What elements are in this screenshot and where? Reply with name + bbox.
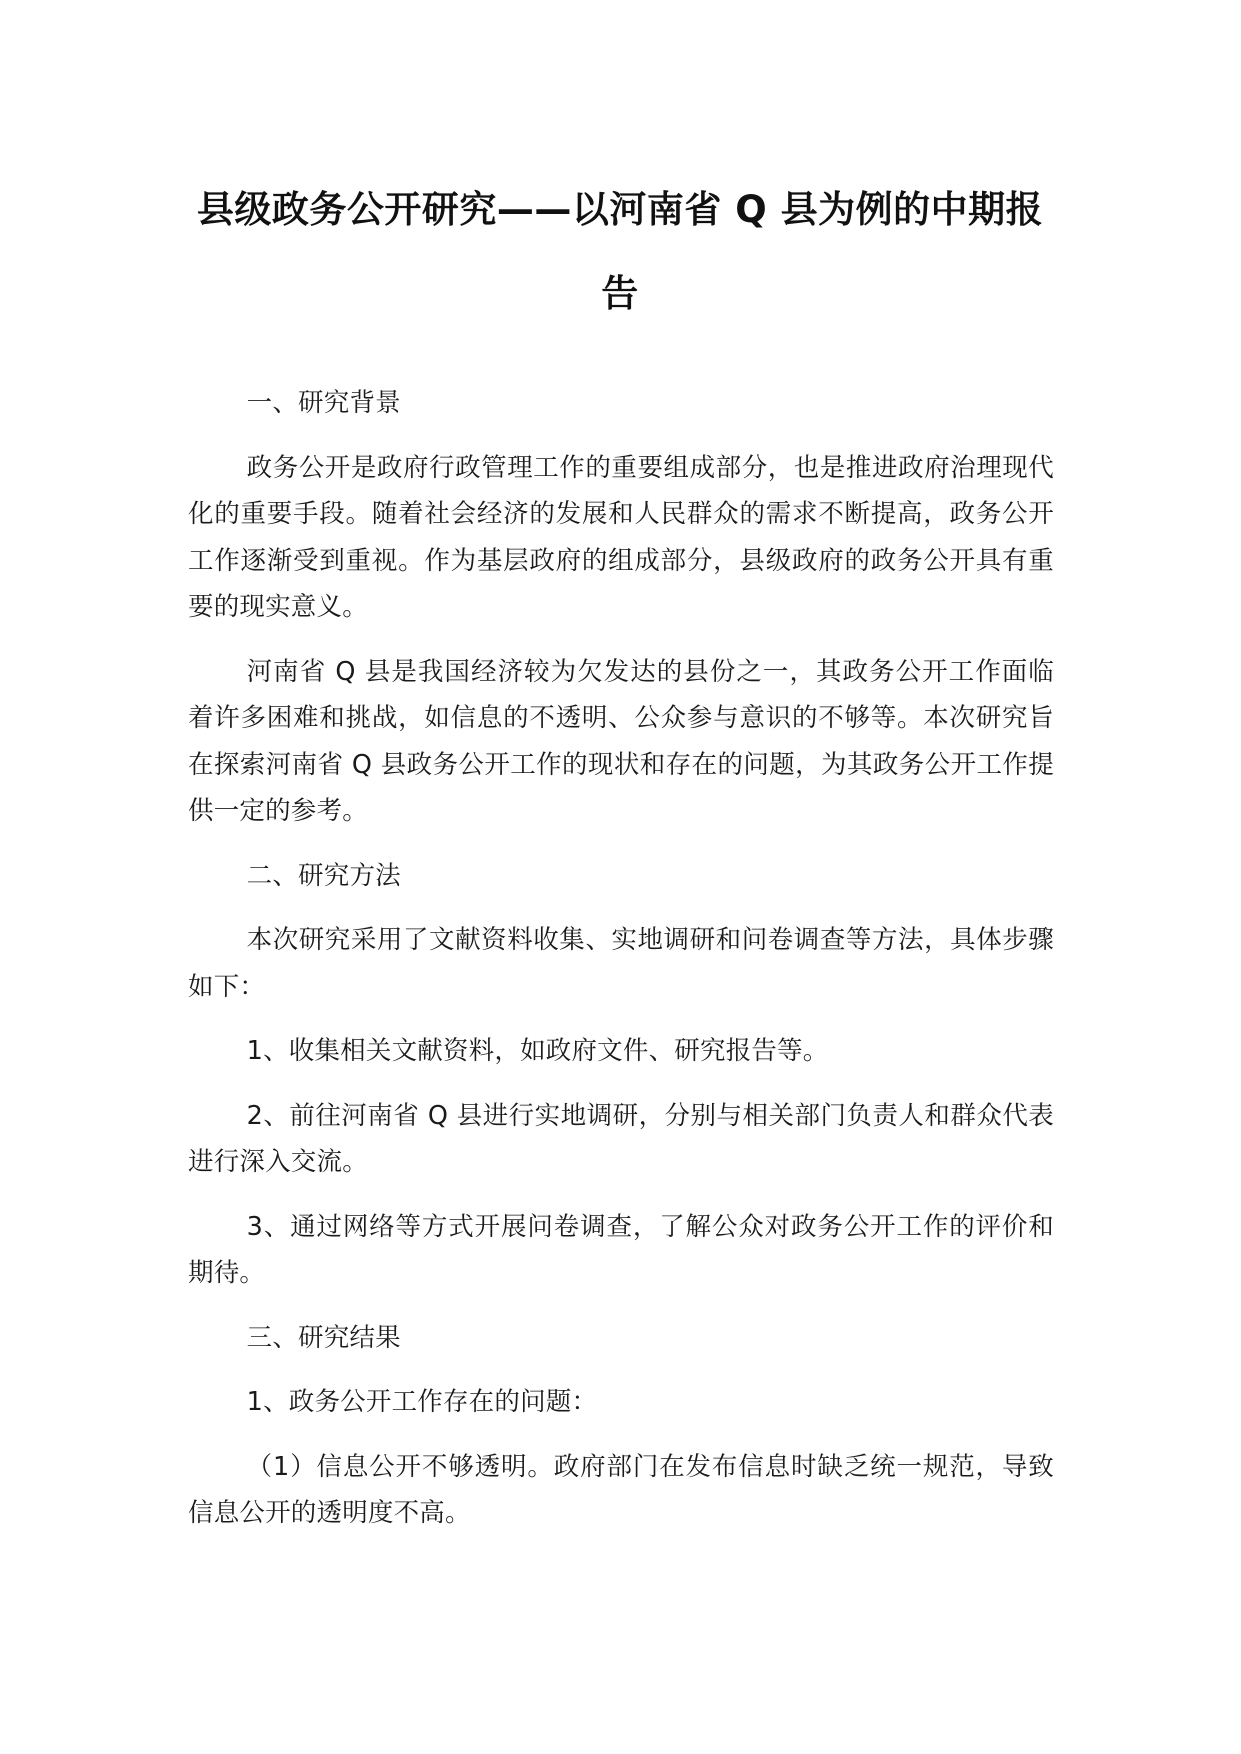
method-step-2: 2、前往河南省 Q 县进行实地调研，分别与相关部门负责人和群众代表进行深入交流。: [188, 1100, 1054, 1177]
method-step-3: 3、通过网络等方式开展问卷调查，了解公众对政务公开工作的评价和期待。: [188, 1211, 1054, 1288]
paragraph-background-1: 政务公开是政府行政管理工作的重要组成部分，也是推进政府治理现代化的重要手段。随着社会经济的发展和人民群众的需求不断提高，政务公开工作逐渐受到重视。作为基层政府的组成部分，县级政府的政务公开具有重要的现实意义。: [188, 452, 1054, 622]
method-step-1: 1、收集相关文献资料，如政府文件、研究报告等。: [246, 1036, 829, 1066]
result-item-1: 1、政务公开工作存在的问题：: [246, 1387, 598, 1417]
section-heading-results: 三、研究结果: [246, 1322, 401, 1353]
section-heading-methods: 二、研究方法: [246, 860, 401, 891]
section-heading-background: 一、研究背景: [246, 388, 401, 418]
document-title: 县级政务公开研究——以河南省 Q 县为例的中期报告: [196, 188, 1044, 315]
document-body: [188, 380, 1054, 1537]
result-item-1-1: （1）信息公开不够透明。政府部门在发布信息时缺乏统一规范，导致信息公开的透明度不高。: [188, 1451, 1054, 1528]
paragraph-background-2: 河南省 Q 县是我国经济较为欠发达的县份之一，其政务公开工作面临着许多困难和挑战，如信息的不透明、公众参与意识的不够等。本次研究旨在探索河南省 Q 县政务公开工作的现状和存在的问题，为其政务公开工作提供一定的参考。: [188, 656, 1054, 826]
paragraph-methods-intro: 本次研究采用了文献资料收集、实地调研和问卷调查等方法，具体步骤如下：: [188, 925, 1054, 1002]
